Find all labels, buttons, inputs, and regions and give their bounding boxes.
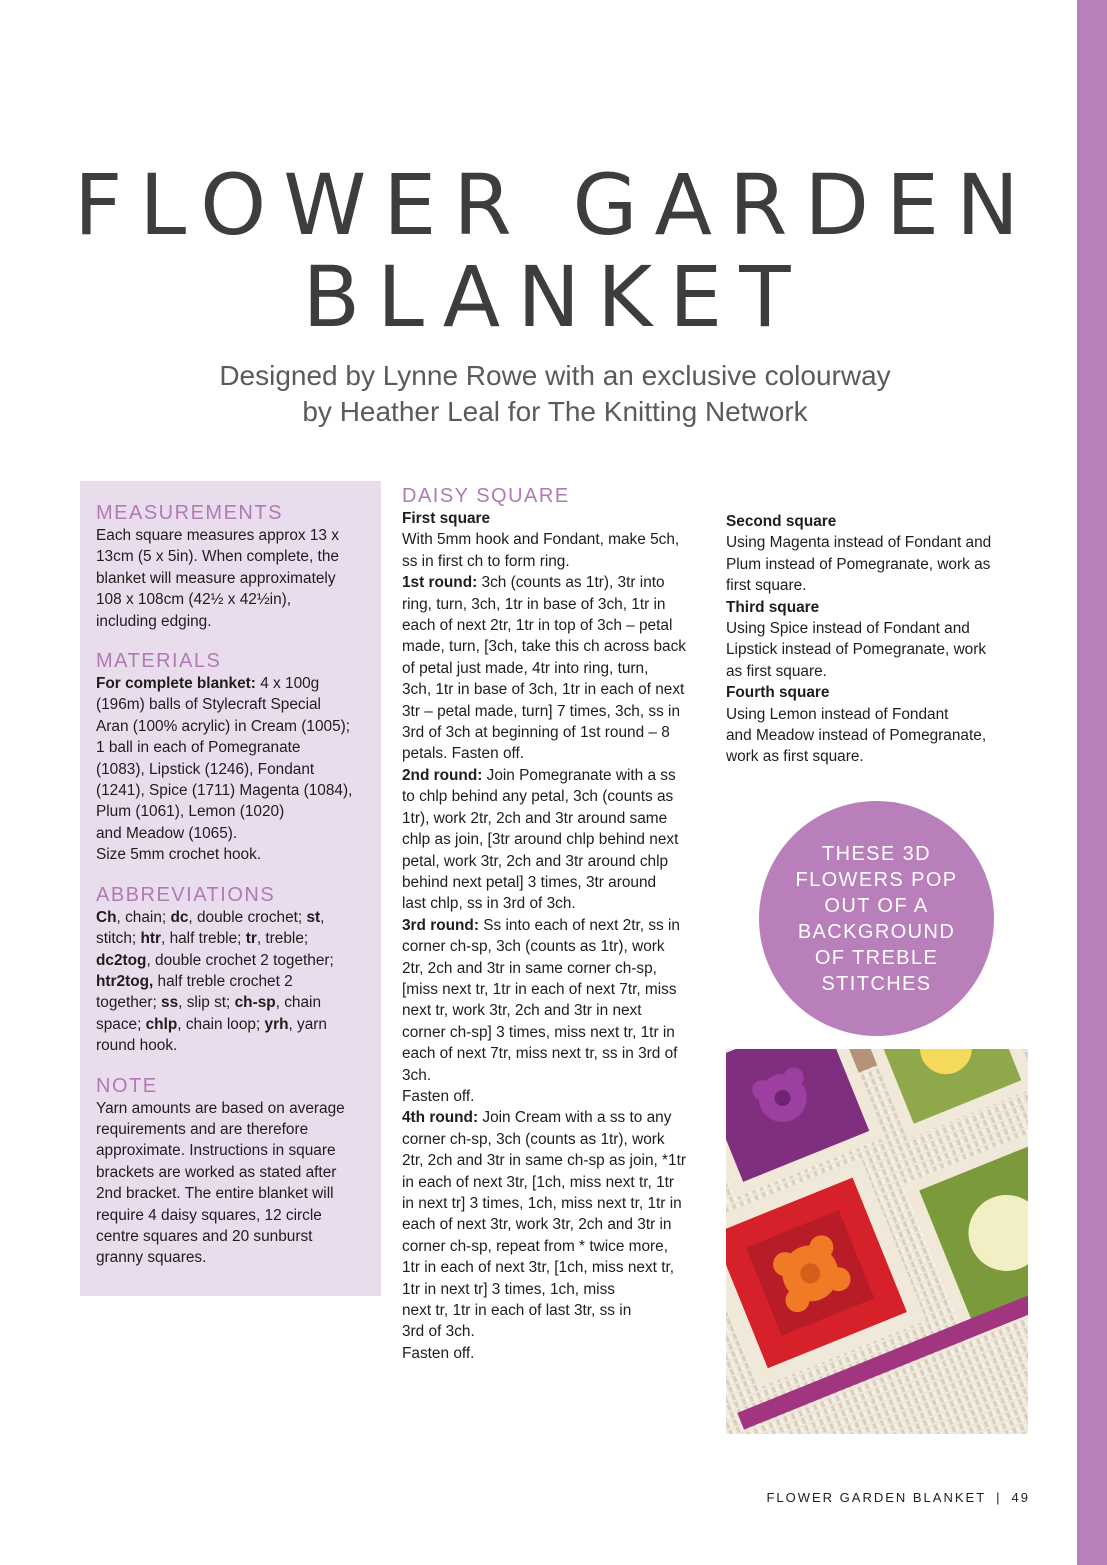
bold-segment: 1st round: xyxy=(402,574,478,592)
subtitle-line-2: by Heather Leal for The Knitting Network xyxy=(302,396,808,427)
text-segment: [miss next tr, 1tr in each of next 7tr, miss xyxy=(402,980,677,998)
info-sidebar-content xyxy=(96,501,370,1269)
text-line: including edging. xyxy=(96,612,212,630)
other-squares-column xyxy=(726,511,1026,768)
text-segment: to chlp behind any petal, 3ch (counts as xyxy=(402,788,674,806)
bold-segment: First square xyxy=(402,510,491,527)
bold-segment: yrh xyxy=(264,1015,289,1033)
text-line: brackets are worked as stated after xyxy=(96,1163,337,1181)
text-segment: each of next 2tr, 1tr in top of 3ch – petal xyxy=(402,617,673,635)
bold-segment: Third square xyxy=(726,598,820,616)
measurements-text xyxy=(96,525,370,632)
text-line: approximate. Instructions in square xyxy=(96,1142,336,1160)
callout-line: FLOWERS POP xyxy=(795,868,958,891)
text-segment: 3ch (counts as 1tr), 3tr into xyxy=(477,574,665,592)
text-segment: 1tr in each of next 3tr, [1ch, miss next tr, xyxy=(402,1259,675,1277)
text-segment: petals. Fasten off. xyxy=(402,745,525,763)
bold-segment: ch-sp xyxy=(234,994,276,1012)
measurements-heading: MEASUREMENTS xyxy=(96,502,283,524)
text-segment: , chain; xyxy=(116,908,171,926)
daisy-square-instructions xyxy=(402,508,712,1364)
footer-separator: | xyxy=(996,1490,1002,1505)
text-segment: 3ch. xyxy=(402,1066,432,1084)
materials-text xyxy=(96,673,370,866)
text-segment: 2tr, 2ch and 3tr in same corner ch-sp, xyxy=(402,959,657,977)
text-segment: corner ch-sp, repeat from * twice more, xyxy=(402,1237,669,1255)
text-line: blanket will measure approximately xyxy=(96,569,336,587)
text-line: 1 ball in each of Pomegranate xyxy=(96,739,301,757)
text-segment: last chlp, ss in 3rd of 3ch. xyxy=(402,895,576,913)
text-segment: chlp as join, [3tr around chlp behind next xyxy=(402,831,679,849)
text-line: 2nd bracket. The entire blanket will xyxy=(96,1185,334,1203)
text-segment: Ss into each of next 2tr, ss in xyxy=(478,916,680,934)
text-segment: , chain xyxy=(275,994,322,1012)
text-line: (1241), Spice (1711) Magenta (1084), xyxy=(96,782,353,800)
text-segment: corner ch-sp] 3 times, miss next tr, 1tr in xyxy=(402,1023,675,1041)
page-title-line-2: BLANKET xyxy=(302,248,808,346)
text-segment: in next tr] 3 times, 1ch, miss next tr, 1tr in xyxy=(402,1195,682,1212)
text-segment: and Meadow instead of Pomegranate, xyxy=(726,727,987,745)
text-segment: , yarn xyxy=(288,1015,327,1033)
text-segment: petal, work 3tr, 2ch and 3tr around chlp xyxy=(402,852,669,870)
text-segment: next tr, work 3tr, 2ch and 3tr in next xyxy=(402,1002,642,1020)
text-line: granny squares. xyxy=(96,1249,207,1267)
text-segment: stitch; xyxy=(96,930,141,948)
bold-segment: Ch xyxy=(96,908,117,926)
text-segment: 3ch, 1tr in base of 3ch, 1tr in each of next xyxy=(402,681,685,699)
text-segment: 3rd of 3ch at beginning of 1st round – 8 xyxy=(402,724,670,742)
bold-segment: tr xyxy=(245,930,257,948)
text-segment: first square. xyxy=(726,577,807,595)
callout-line: THESE 3D xyxy=(821,842,931,865)
text-segment: Lipstick instead of Pomegranate, work xyxy=(726,641,987,659)
text-line: requirements and are therefore xyxy=(96,1120,309,1138)
text-segment: behind next petal] 3 times, 3tr around xyxy=(402,873,657,891)
text-segment: , double crochet 2 together; xyxy=(146,951,334,969)
materials-lead: For complete blanket: xyxy=(96,675,256,693)
text-segment: space; xyxy=(96,1015,146,1033)
text-line: Each square measures approx 13 x xyxy=(96,527,339,544)
text-segment: 3tr – petal made, turn] 7 times, 3ch, ss in xyxy=(402,702,681,720)
text-segment: as first square. xyxy=(726,662,827,680)
footer-label: FLOWER GARDEN BLANKET xyxy=(766,1490,987,1505)
callout-line: STITCHES xyxy=(821,972,932,995)
text-line: Aran (100% acrylic) in Cream (1005); xyxy=(96,717,351,735)
callout-circle xyxy=(759,801,994,1036)
text-line: 108 x 108cm (42½ x 42½in), xyxy=(96,591,292,609)
text-line: and Meadow (1065). xyxy=(96,824,238,842)
text-segment: 3rd of 3ch. xyxy=(402,1323,475,1341)
text-line: (196m) balls of Stylecraft Special xyxy=(96,696,321,714)
text-segment: together; xyxy=(96,994,162,1012)
page-footer xyxy=(766,1490,1030,1505)
note-text xyxy=(96,1098,370,1269)
text-segment: made, turn, [3ch, take this ch across back xyxy=(402,638,687,656)
text-line: require 4 daisy squares, 12 circle xyxy=(96,1206,322,1224)
bold-segment: dc xyxy=(170,908,189,926)
text-segment: With 5mm hook and Fondant, make 5ch, xyxy=(402,531,680,549)
text-segment: Join Cream with a ss to any xyxy=(478,1109,672,1127)
text-segment: , half treble; xyxy=(161,930,246,948)
info-sidebar-panel xyxy=(80,481,381,1296)
page-number: 49 xyxy=(1011,1490,1030,1505)
text-segment: round hook. xyxy=(96,1037,178,1055)
text-segment: each of next 3tr, work 3tr, 2ch and 3tr in xyxy=(402,1216,672,1234)
text-segment: , xyxy=(320,908,325,926)
callout-line: OF TREBLE xyxy=(814,946,939,969)
text-segment: 2tr, 2ch and 3tr in same ch-sp as join, *1tr xyxy=(402,1152,687,1170)
text-segment: half treble crochet 2 xyxy=(153,972,293,990)
bold-segment: Second square xyxy=(726,513,837,530)
materials-heading: MATERIALS xyxy=(96,650,222,673)
text-segment: Fasten off. xyxy=(402,1087,475,1105)
text-segment: Using Lemon instead of Fondant xyxy=(726,705,949,723)
subtitle xyxy=(40,358,1070,430)
bold-segment: Fourth square xyxy=(726,684,830,702)
bold-segment: chlp xyxy=(145,1015,178,1033)
text-line: Size 5mm crochet hook. xyxy=(96,846,262,864)
text-segment: , double crochet; xyxy=(188,908,307,926)
abbreviations-heading: ABBREVIATIONS xyxy=(96,883,276,906)
text-segment: Join Pomegranate with a ss xyxy=(482,766,676,784)
text-segment: of petal just made, 4tr into ring, turn, xyxy=(402,659,649,677)
text-segment: 1tr), work 2tr, 2ch and 3tr around same xyxy=(402,809,668,827)
crochet-blanket-photo xyxy=(726,1049,1028,1434)
note-heading: NOTE xyxy=(96,1074,158,1097)
text-segment: ss in first ch to form ring. xyxy=(402,552,570,570)
text-segment: Using Spice instead of Fondant and xyxy=(726,620,970,638)
text-segment: next tr, 1tr in each of last 3tr, ss in xyxy=(402,1302,632,1320)
callout-line: OUT OF A xyxy=(824,894,929,917)
text-segment: Plum instead of Pomegranate, work as xyxy=(726,555,991,573)
text-segment: each of next 7tr, miss next tr, ss in 3rd of xyxy=(402,1045,678,1063)
page-title-line-1: FLOWER GARDEN xyxy=(74,156,1036,254)
daisy-square-heading: DAISY SQUARE xyxy=(402,485,570,507)
daisy-square-column xyxy=(402,484,712,1364)
text-line: 13cm (5 x 5in). When complete, the xyxy=(96,548,339,566)
bold-segment: st xyxy=(306,908,321,926)
text-segment: corner ch-sp, 3ch (counts as 1tr), work xyxy=(402,938,665,956)
bold-segment: 4th round: xyxy=(402,1109,479,1127)
text-line: Plum (1061), Lemon (1020) xyxy=(96,803,285,821)
bold-segment: htr xyxy=(140,930,162,948)
text-line: 4 x 100g xyxy=(255,675,320,693)
bold-segment: 3rd round: xyxy=(402,916,479,934)
text-segment: Using Magenta instead of Fondant and xyxy=(726,534,992,552)
text-segment: , treble; xyxy=(256,930,309,948)
callout-text xyxy=(777,841,977,997)
other-squares-instructions xyxy=(726,511,1026,768)
subtitle-line-1: Designed by Lynne Rowe with an exclusive colourway xyxy=(219,360,891,391)
text-segment: corner ch-sp, 3ch (counts as 1tr), work xyxy=(402,1130,665,1148)
text-segment: , chain loop; xyxy=(177,1015,265,1033)
text-segment: Fasten off. xyxy=(402,1344,475,1362)
text-line: centre squares and 20 sunburst xyxy=(96,1227,313,1245)
text-line: (1083), Lipstick (1246), Fondant xyxy=(96,760,315,778)
abbreviations-text xyxy=(96,907,370,1057)
text-segment: 1tr in next tr] 3 times, 1ch, miss xyxy=(402,1280,615,1298)
bold-segment: 2nd round: xyxy=(402,766,483,784)
side-color-bar xyxy=(1077,0,1107,1565)
text-segment: work as first square. xyxy=(726,748,864,766)
bold-segment: dc2tog xyxy=(96,951,147,969)
text-segment: in each of next 3tr, [1ch, miss next tr, 1tr xyxy=(402,1173,675,1191)
text-line: Yarn amounts are based on average xyxy=(96,1099,345,1117)
callout-line: BACKGROUND xyxy=(797,920,956,943)
text-segment: ring, turn, 3ch, 1tr in base of 3ch, 1tr in xyxy=(402,595,666,613)
text-segment: , slip st; xyxy=(178,994,235,1012)
bold-segment: ss xyxy=(161,994,179,1012)
bold-segment: htr2tog, xyxy=(96,972,154,990)
